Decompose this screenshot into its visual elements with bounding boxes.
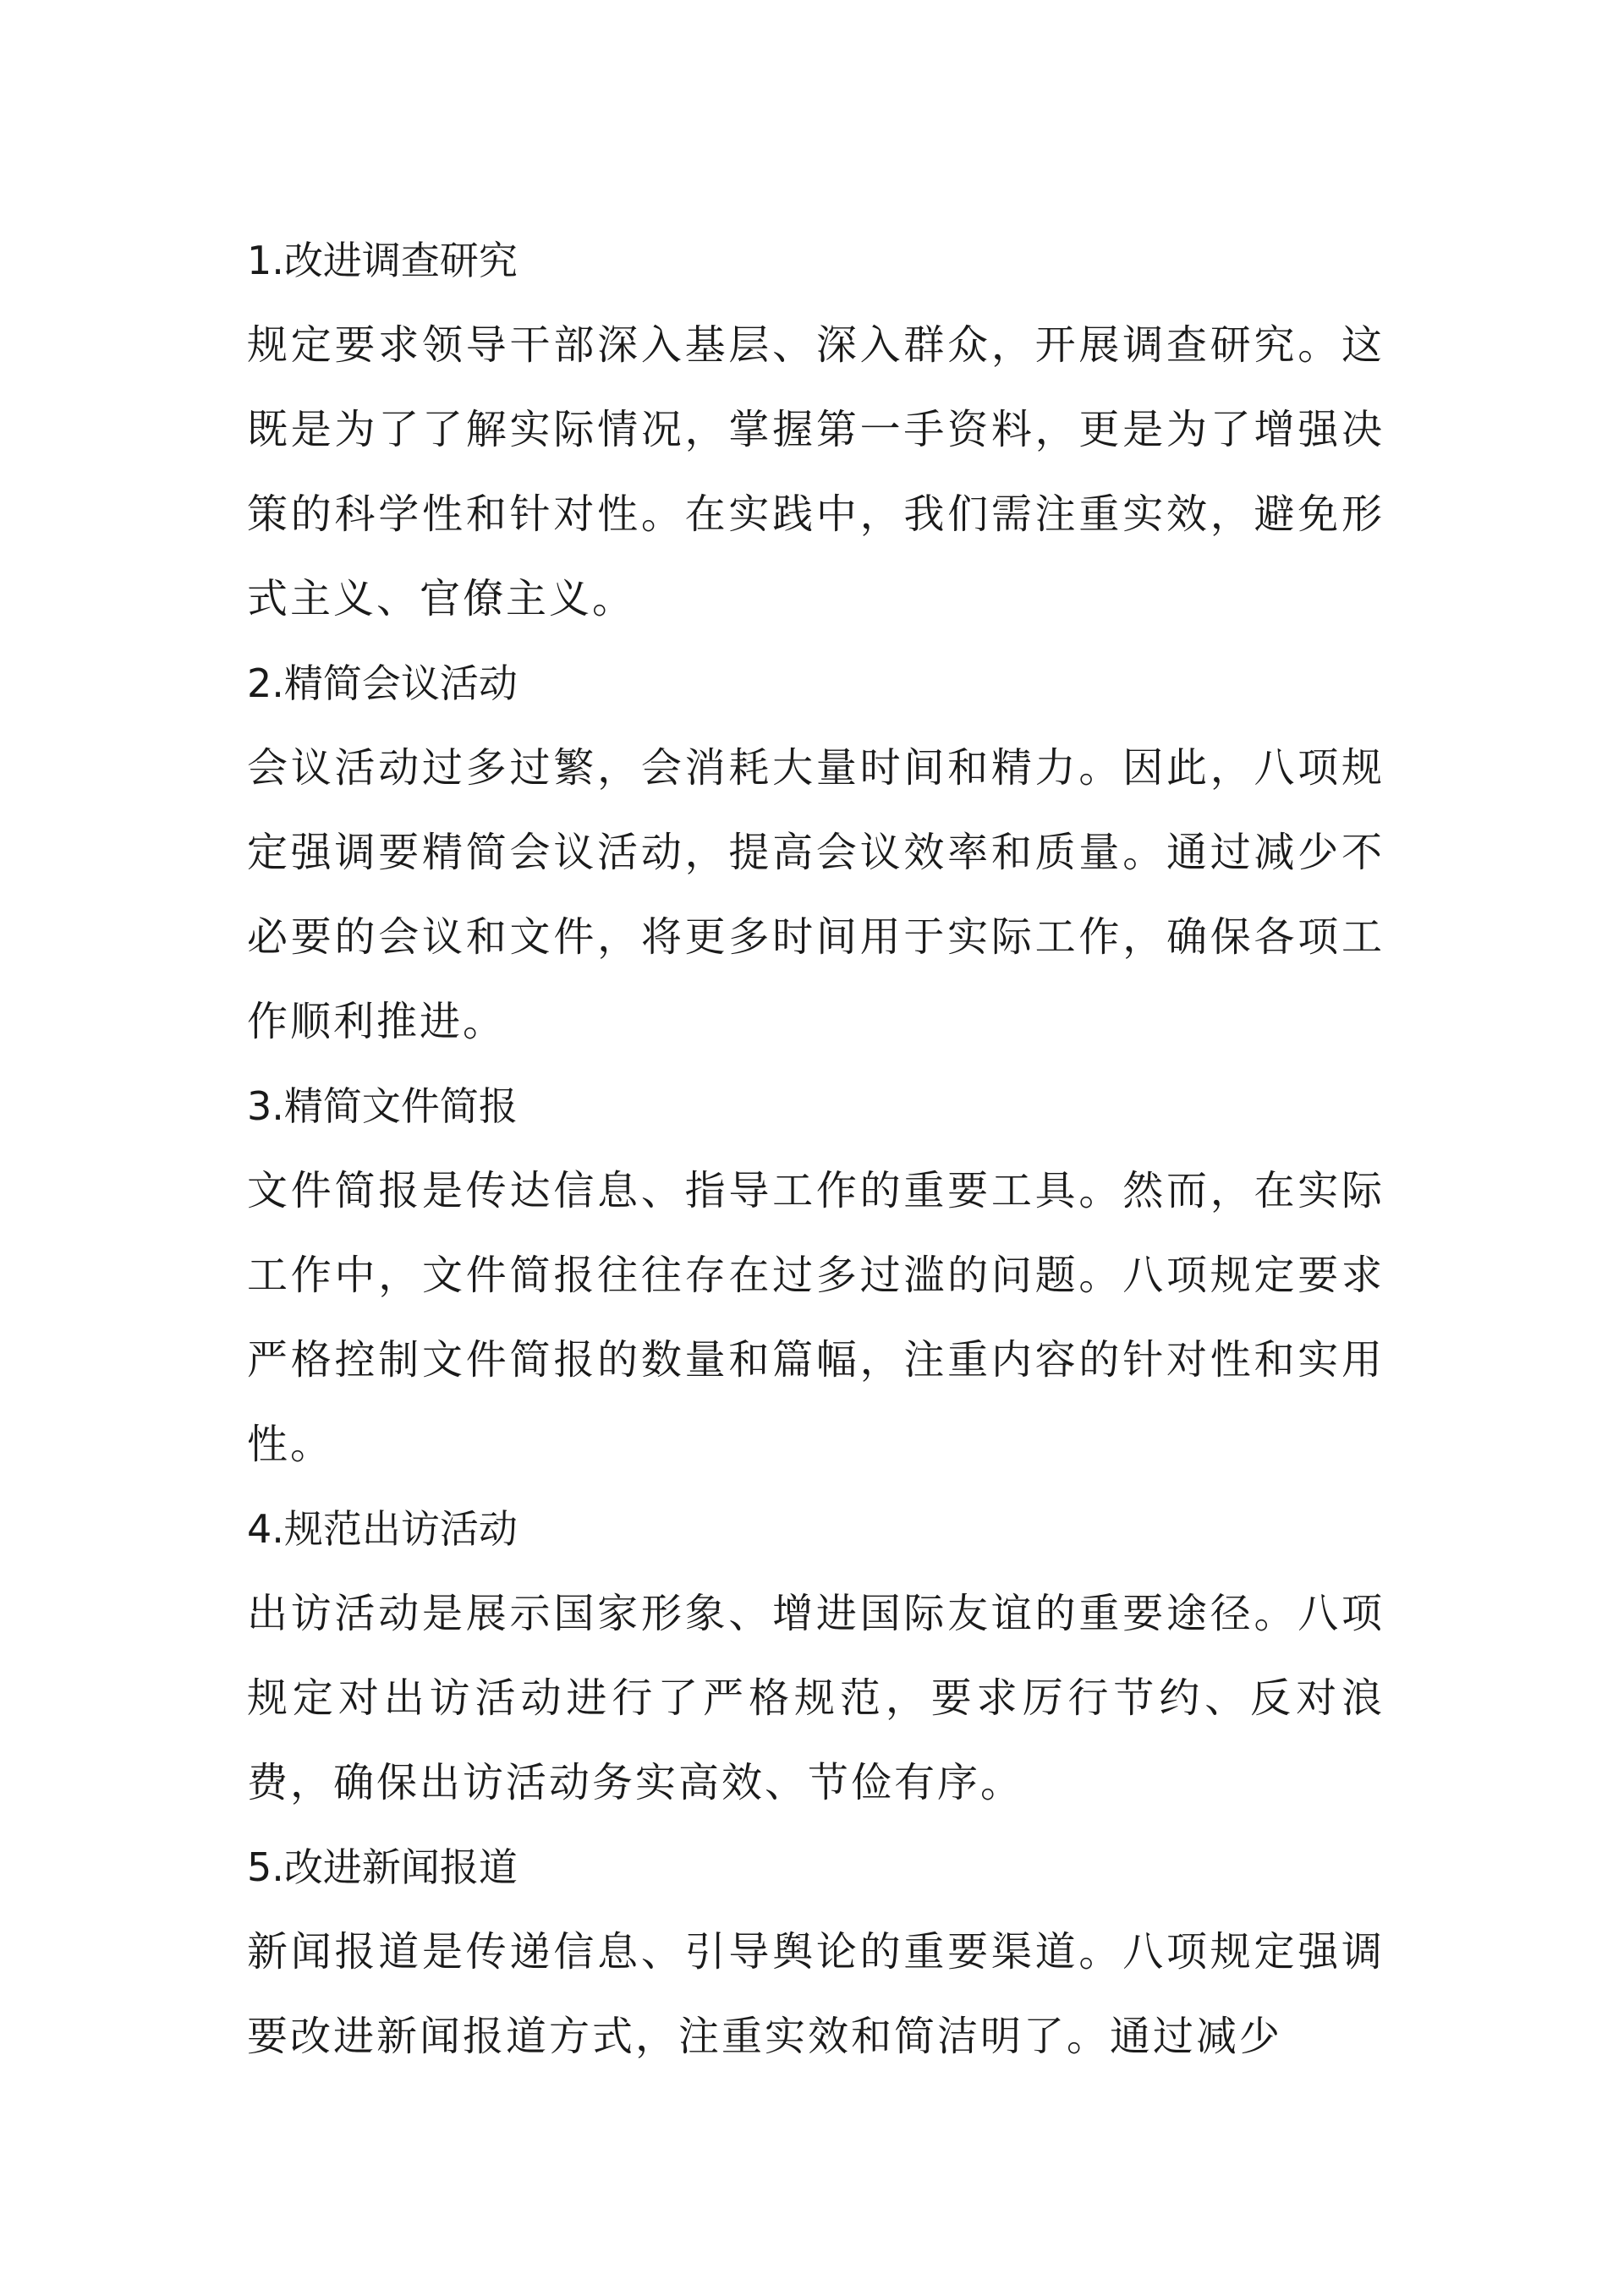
section-3 <box>247 1064 1385 1487</box>
section-paragraph: 会议活动过多过繁，会消耗大量时间和精力。因此，八项规定强调要精简会议活动，提高会议效率和质量。通过减少不必要的会议和文件，将更多时间用于实际工作，确保各项工作顺利推进。 <box>247 744 1385 1045</box>
section-paragraph: 出访活动是展示国家形象、增进国际友谊的重要途径。八项规定对出访活动进行了严格规范，要求厉行节约、反对浪费，确保出访活动务实高效、节俭有序。 <box>247 1590 1385 1806</box>
section-2 <box>247 641 1385 1064</box>
section-heading: 5.改进新闻报道 <box>247 1844 518 1890</box>
section-heading: 2.精简会议活动 <box>247 660 518 706</box>
section-paragraph: 文件简报是传达信息、指导工作的重要工具。然而，在实际工作中，文件简报往往存在过多过滥的问题。八项规定要求严格控制文件简报的数量和篇幅，注重内容的针对性和实用性。 <box>247 1167 1385 1468</box>
document-page <box>247 218 1385 2079</box>
section-paragraph: 新闻报道是传递信息、引导舆论的重要渠道。八项规定强调要改进新闻报道方式，注重实效和简洁明了。通过减少 <box>247 1928 1385 2060</box>
section-4 <box>247 1487 1385 1825</box>
section-heading: 4.规范出访活动 <box>247 1506 518 1552</box>
section-5 <box>247 1825 1385 2079</box>
section-heading: 3.精简文件简报 <box>247 1083 518 1129</box>
section-1 <box>247 218 1385 641</box>
section-heading: 1.改进调查研究 <box>247 238 518 283</box>
section-paragraph: 规定要求领导干部深入基层、深入群众，开展调查研究。这既是为了了解实际情况，掌握第一手资料，更是为了增强决策的科学性和针对性。在实践中，我们需注重实效，避免形式主义、官僚主义。 <box>247 321 1385 622</box>
